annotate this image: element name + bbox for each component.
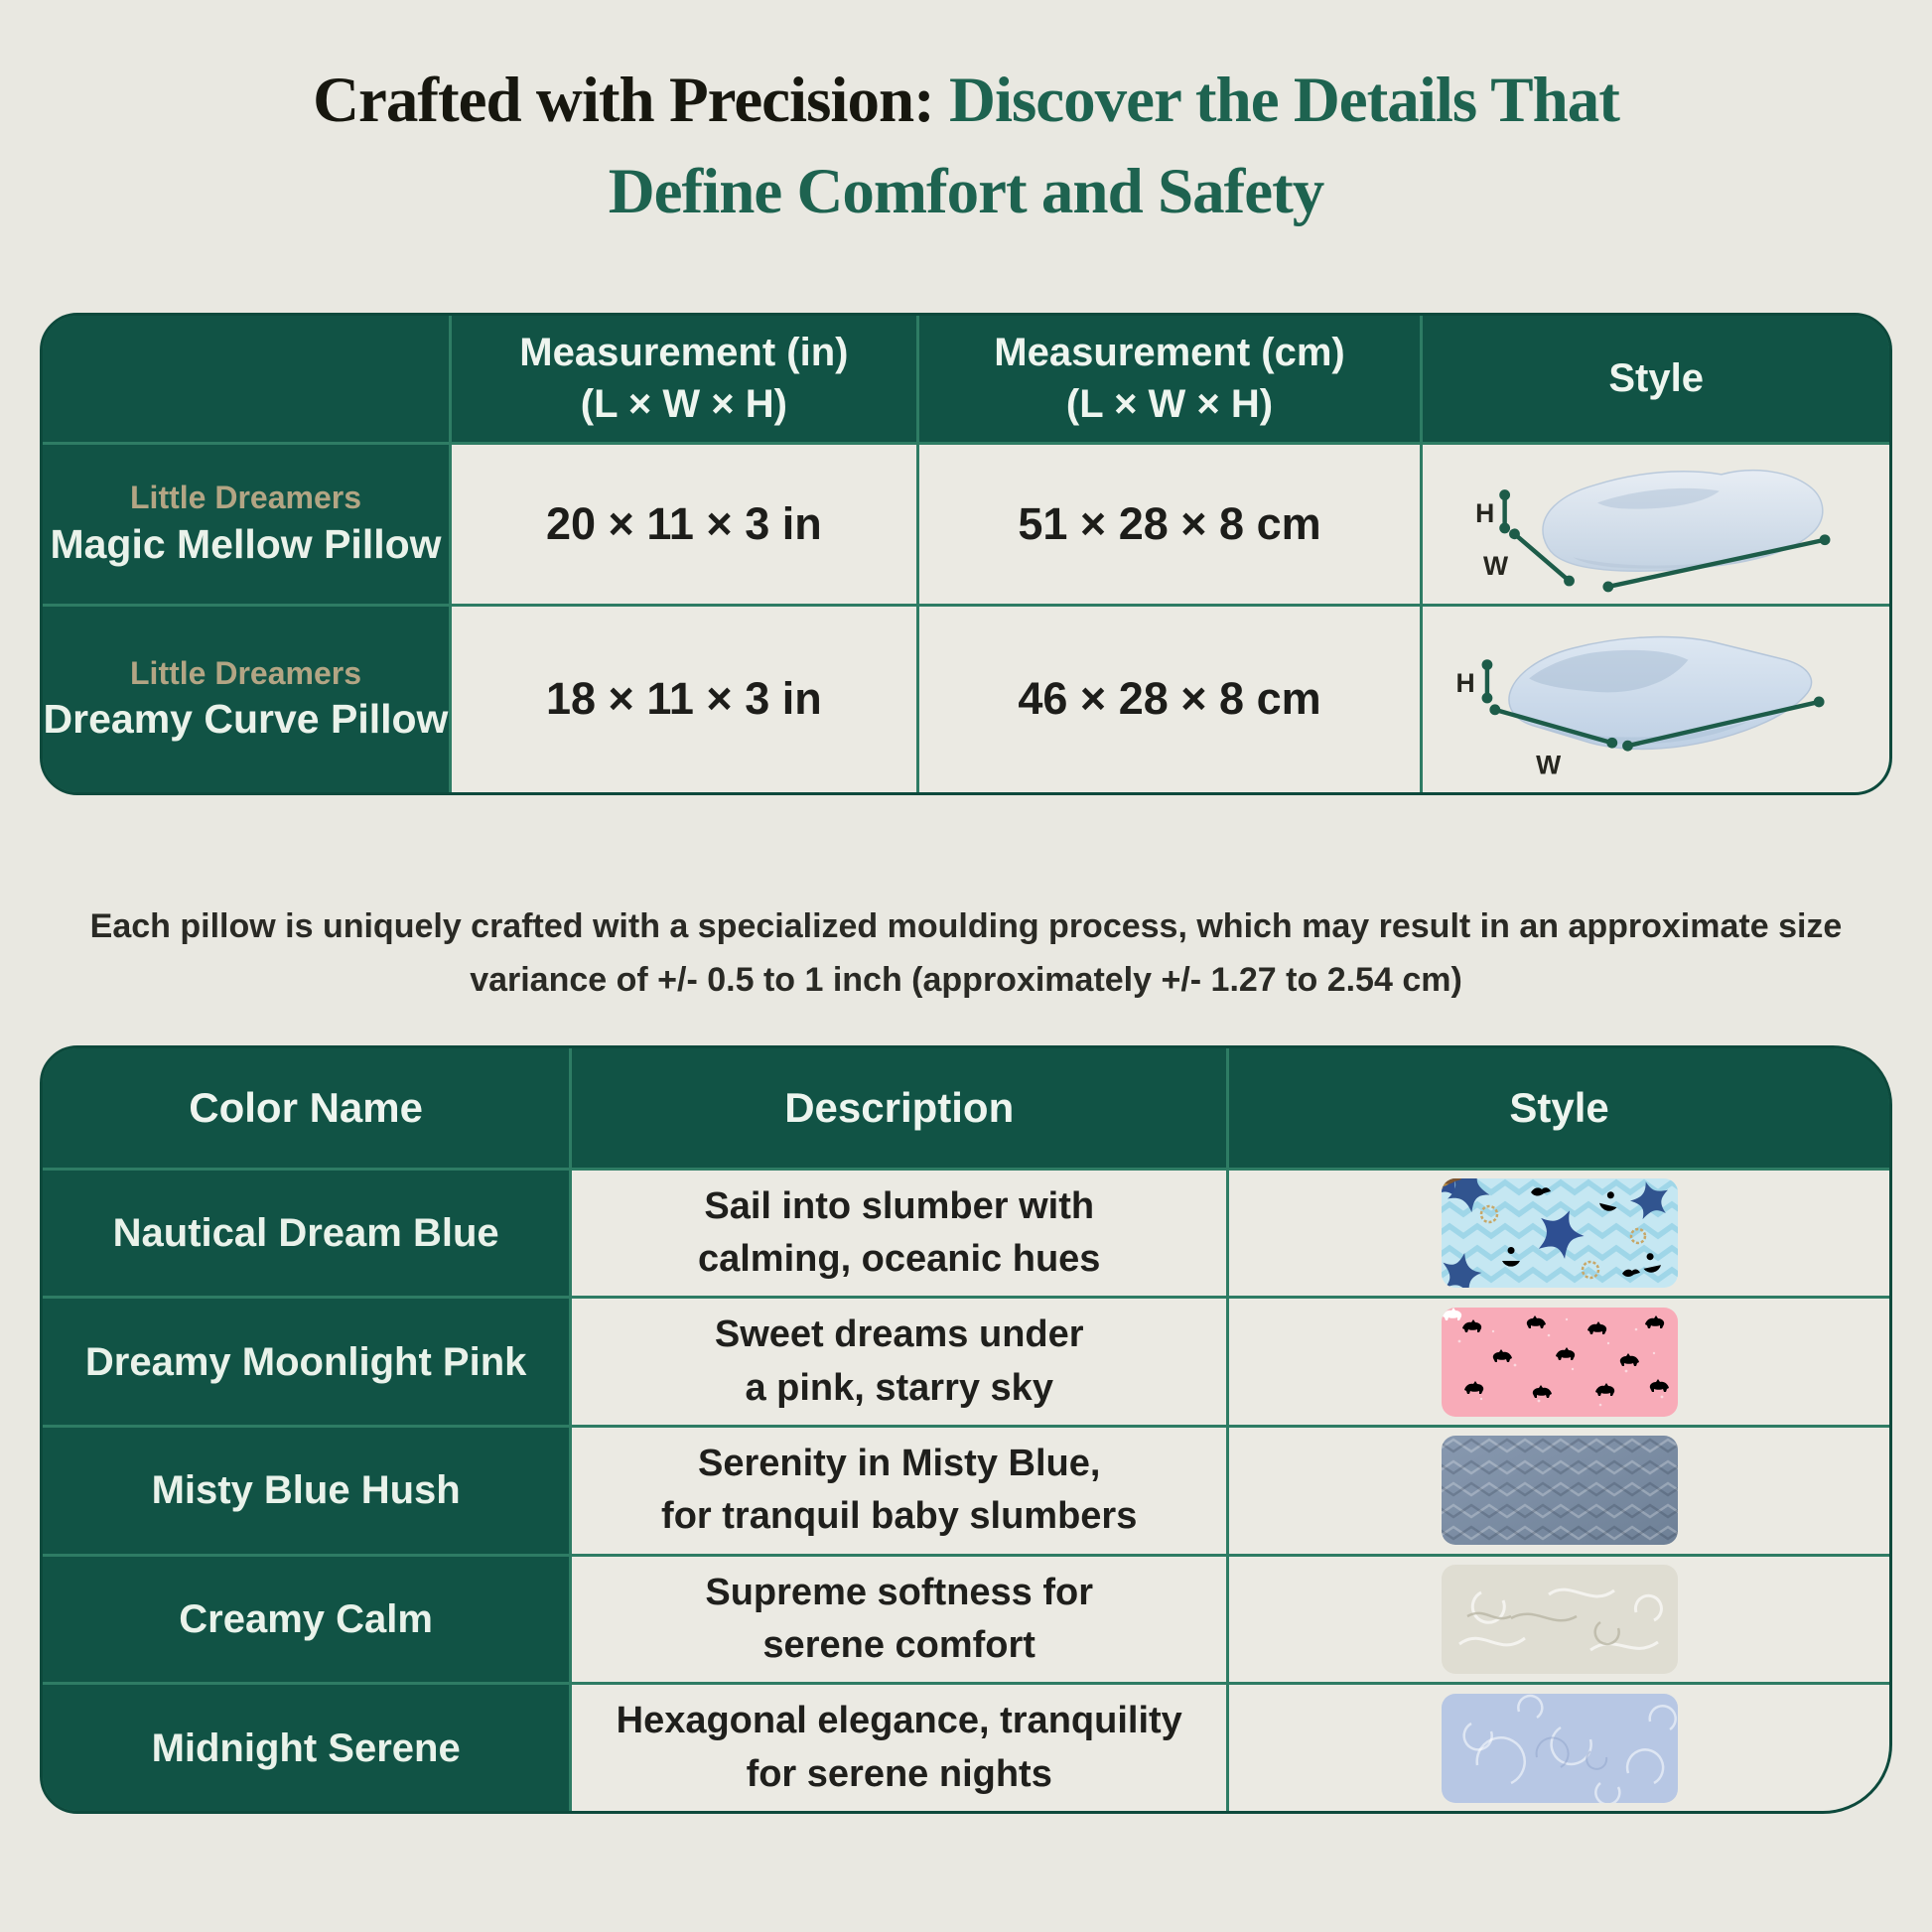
- color-row-nautical-style-cell: [1229, 1171, 1889, 1297]
- width-dimension-label: W: [1536, 751, 1562, 781]
- color-name: Dreamy Moonlight Pink: [84, 1339, 527, 1384]
- size-row-magic-mellow-name-cell: [43, 445, 449, 604]
- size-table-header-measurement-cm: [919, 316, 1421, 442]
- brand-label: Little Dreamers: [130, 480, 361, 516]
- header-measurement-cm-line2: (L × W × H): [1065, 382, 1274, 427]
- color-table-header-description: [572, 1048, 1226, 1168]
- product-name: Dreamy Curve Pillow: [43, 696, 449, 743]
- header-color-name-label: Color Name: [189, 1083, 423, 1131]
- color-description-line1: Sweet dreams under: [714, 1313, 1084, 1356]
- size-cm-value: 51 × 28 × 8 cm: [1018, 497, 1321, 549]
- color-description-line2: serene comfort: [762, 1623, 1035, 1666]
- color-row-creamy-style-cell: [1229, 1557, 1889, 1683]
- color-name: Nautical Dream Blue: [112, 1210, 499, 1255]
- pillow-body: [1543, 470, 1823, 570]
- size-inches-value: 18 × 11 × 3 in: [546, 673, 822, 725]
- color-table-header-style: [1229, 1048, 1889, 1168]
- color-description-line2: calming, oceanic hues: [697, 1237, 1101, 1280]
- color-row-misty-name-cell: [43, 1428, 569, 1554]
- color-row-pink-desc-cell: [572, 1299, 1226, 1425]
- color-row-midnight-style-cell: [1229, 1685, 1889, 1811]
- size-row-magic-mellow-cm-cell: [919, 445, 1421, 604]
- size-table-header-measurement-in: [452, 316, 916, 442]
- size-variance-note-line1: Each pillow is uniquely crafted with a specialized moulding process, which may result in an approximate size: [89, 907, 1843, 945]
- brand-label: Little Dreamers: [130, 654, 361, 691]
- color-row-pink-style-cell: [1229, 1299, 1889, 1425]
- size-cm-value: 46 × 28 × 8 cm: [1018, 673, 1321, 725]
- color-description-line2: a pink, starry sky: [745, 1366, 1053, 1409]
- color-description-line1: Serenity in Misty Blue,: [697, 1443, 1101, 1485]
- header-description-label: Description: [784, 1083, 1015, 1131]
- color-description-line1: Hexagonal elegance, tranquility: [616, 1700, 1182, 1742]
- color-row-nautical-name-cell: [43, 1171, 569, 1297]
- width-dimension-label: W: [1483, 550, 1509, 581]
- color-description-line2: for serene nights: [746, 1752, 1052, 1795]
- color-row-misty-desc-cell: [572, 1428, 1226, 1554]
- height-dimension-label: H: [1455, 668, 1475, 699]
- size-row-dreamy-curve-name-cell: [43, 607, 449, 792]
- header-style-label: Style: [1509, 1083, 1609, 1131]
- header-measurement-cm-line1: Measurement (cm): [994, 331, 1345, 375]
- size-inches-value: 20 × 11 × 3 in: [546, 497, 822, 549]
- color-row-misty-style-cell: [1229, 1428, 1889, 1554]
- page-title-green-part1: Discover the Details That: [949, 65, 1619, 136]
- page-title: [0, 55, 1932, 238]
- size-table-header-style: [1423, 316, 1889, 442]
- color-row-midnight-desc-cell: [572, 1685, 1226, 1811]
- color-row-midnight-name-cell: [43, 1685, 569, 1811]
- size-row-dreamy-curve-style-cell: [1423, 607, 1889, 792]
- size-table: [40, 313, 1892, 795]
- color-row-creamy-desc-cell: [572, 1557, 1226, 1683]
- page-title-line2: Define Comfort and Safety: [608, 156, 1324, 228]
- size-variance-note-line2: variance of +/- 0.5 to 1 inch (approximately +/- 1.27 to 2.54 cm): [470, 961, 1462, 1000]
- color-name: Midnight Serene: [151, 1725, 461, 1770]
- size-variance-note: [0, 899, 1932, 1008]
- color-description-line1: Supreme softness for: [705, 1571, 1094, 1613]
- page-title-dark-part: Crafted with Precision:: [313, 65, 949, 136]
- color-table-header-name: [43, 1048, 569, 1168]
- header-style-label: Style: [1608, 356, 1704, 401]
- nautical-dream-blue-swatch: [1442, 1178, 1678, 1288]
- curve-pillow-illustration: [1427, 616, 1885, 782]
- size-row-dreamy-curve-inches-cell: [452, 607, 916, 792]
- color-name: Misty Blue Hush: [151, 1468, 461, 1513]
- dreamy-moonlight-pink-swatch: [1442, 1308, 1678, 1417]
- color-row-nautical-desc-cell: [572, 1171, 1226, 1297]
- color-row-pink-name-cell: [43, 1299, 569, 1425]
- size-table-corner-cell: [43, 316, 449, 442]
- misty-blue-hush-swatch: [1442, 1436, 1678, 1545]
- size-row-dreamy-curve-cm-cell: [919, 607, 1421, 792]
- color-table: [40, 1045, 1892, 1814]
- color-name: Creamy Calm: [179, 1596, 433, 1641]
- contour-pillow-illustration: [1427, 446, 1885, 603]
- product-name: Magic Mellow Pillow: [50, 520, 442, 567]
- color-description-line1: Sail into slumber with: [704, 1184, 1095, 1227]
- height-dimension-label: H: [1475, 497, 1495, 528]
- midnight-serene-swatch: [1442, 1694, 1678, 1803]
- size-row-magic-mellow-inches-cell: [452, 445, 916, 604]
- creamy-calm-swatch: [1442, 1565, 1678, 1674]
- header-measurement-in-line1: Measurement (in): [519, 331, 849, 375]
- page-title-line1: [0, 55, 1932, 146]
- size-row-magic-mellow-style-cell: [1423, 445, 1889, 604]
- header-measurement-in-line2: (L × W × H): [580, 382, 787, 427]
- color-description-line2: for tranquil baby slumbers: [661, 1495, 1138, 1538]
- color-row-creamy-name-cell: [43, 1557, 569, 1683]
